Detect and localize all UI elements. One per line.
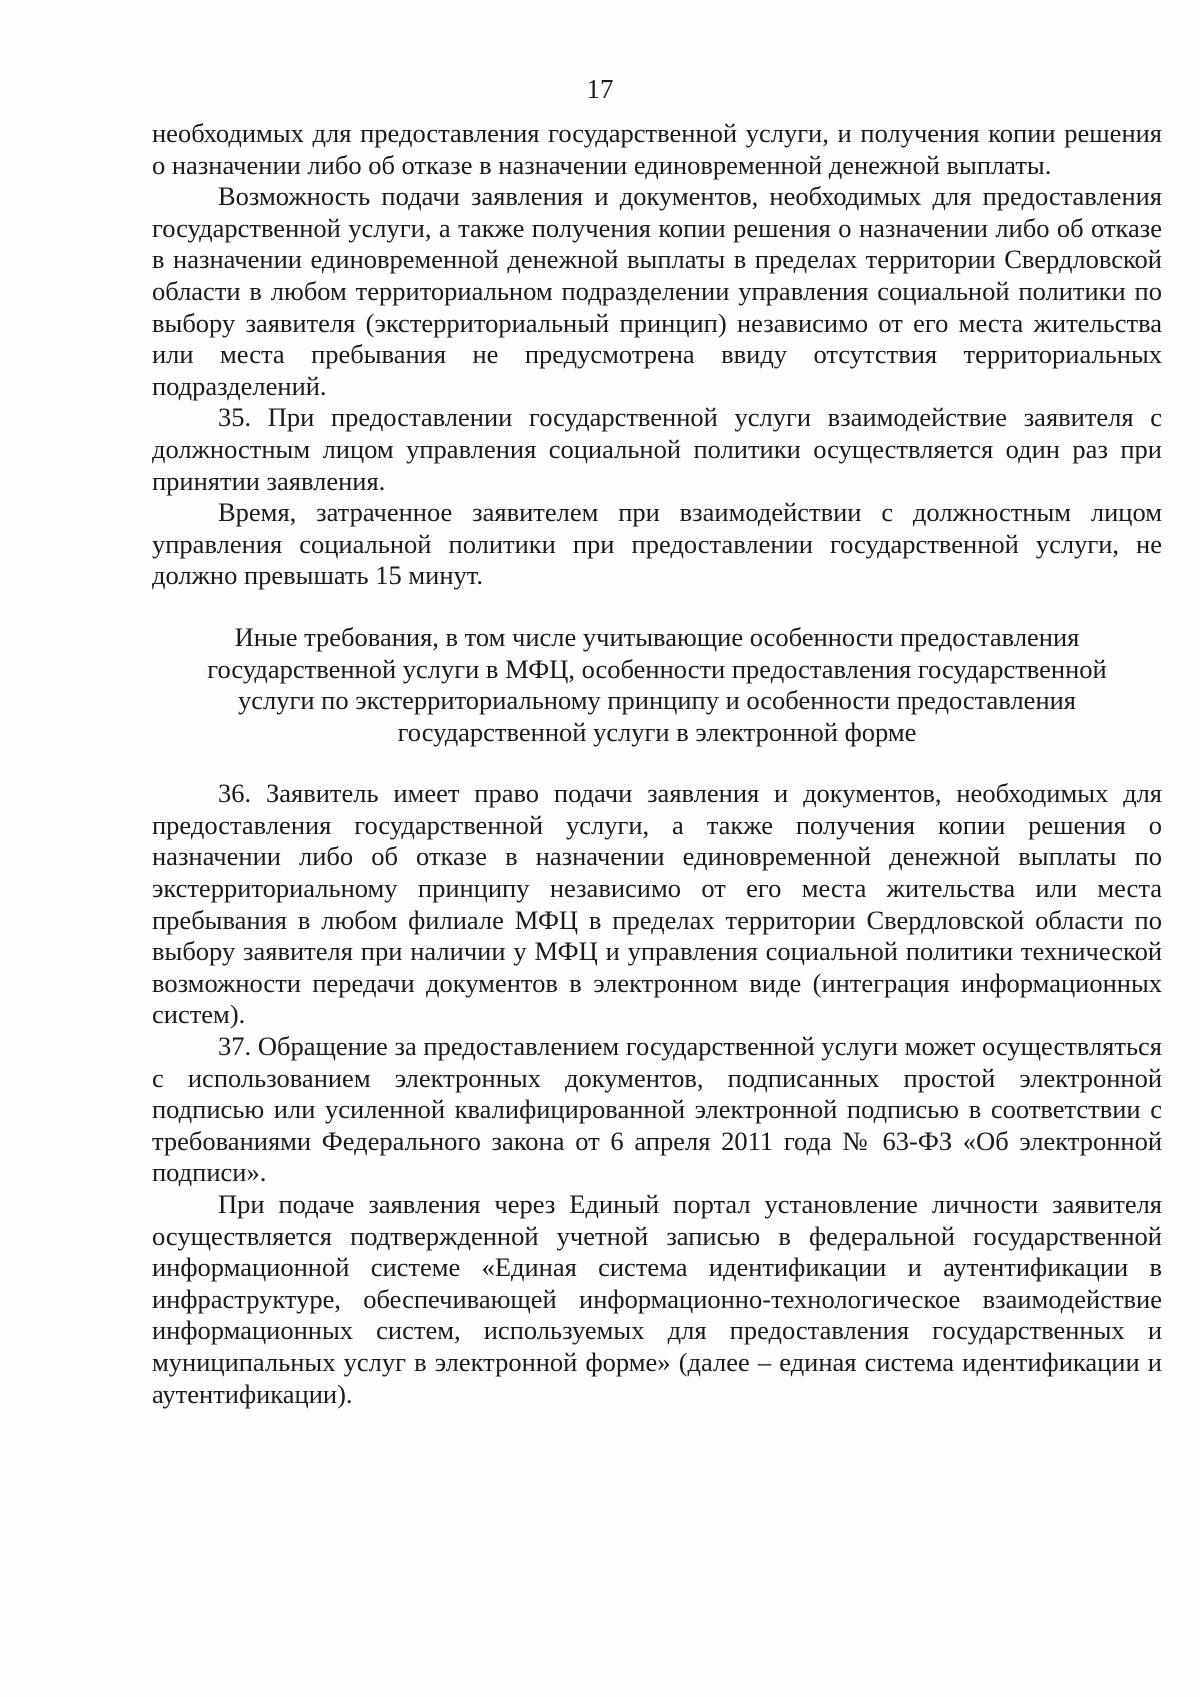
section-heading-line: Иные требования, в том числе учитывающие особенности предоставления [234,621,1080,652]
section-heading-line: услуги по экстерриториальному принципу и особенности предоставления [237,685,1076,716]
paragraph-extraterritorial-note: Возможность подачи заявления и документов, необходимых для предоставления государственной услуги, а также получения копии решения о назначении либо об отказе в назначении единовременной денежной выплаты в пределах территории Свердловской области в любом территориальном подразделении управления социальной политики по выбору заявителя (экстерриториальный принцип) независимо от его места жительства или места пребывания не предусмотрена ввиду отсутствия территориальных подразделений. [152,181,1162,401]
paragraph-36: 36. Заявитель имеет право подачи заявления и документов, необходимых для предоставления государственной услуги, а также получения копии решения о назначении либо об отказе в назначении единовременной денежной выплаты по экстерриториальному принципу независимо от его места жительства или места пребывания в любом филиале МФЦ в пределах территории Свердловской области по выбору заявителя при наличии у МФЦ и управления социальной политики технической возможности передачи документов в электронном виде (интеграция информационных систем). [152,778,1162,1030]
page-number: 17 [586,74,614,104]
paragraph-time-limit: Время, затраченное заявителем при взаимодействии с должностным лицом управления социальной политики при предоставлении государственной услуги, не должно превышать 15 минут. [152,497,1162,591]
paragraph-35: 35. При предоставлении государственной услуги взаимодействие заявителя с должностным лицом управления социальной политики осуществляется один раз при принятии заявления. [152,402,1162,496]
section-heading [152,622,1162,748]
paragraph-37: 37. Обращение за предоставлением государственной услуги может осуществляться с использованием электронных документов, подписанных простой электронной подписью или усиленной квалифицированной электронной подписью в соответствии с требованиями Федерального закона от 6 апреля 2011 года № 63-ФЗ «Об электронной подписи». [152,1031,1162,1188]
section-heading-line: государственной услуги в МФЦ, особенности предоставления государственной [207,653,1107,684]
paragraph-continuation: необходимых для предоставления государственной услуги, и получения копии решения о назначении либо об отказе в назначении единовременной денежной выплаты. [152,118,1162,180]
section-heading-line: государственной услуги в электронной форме [397,716,917,747]
paragraph-identification: При подаче заявления через Единый портал установление личности заявителя осуществляется подтвержденной учетной записью в федеральной государственной информационной системе «Единая система идентификации и аутентификации в инфраструктуре, обеспечивающей информационно-технологическое взаимодействие информационных систем, используемых для предоставления государственных и муниципальных услуг в электронной форме» (далее – единая система идентификации и аутентификации). [152,1189,1162,1409]
document-body [152,118,1162,1410]
